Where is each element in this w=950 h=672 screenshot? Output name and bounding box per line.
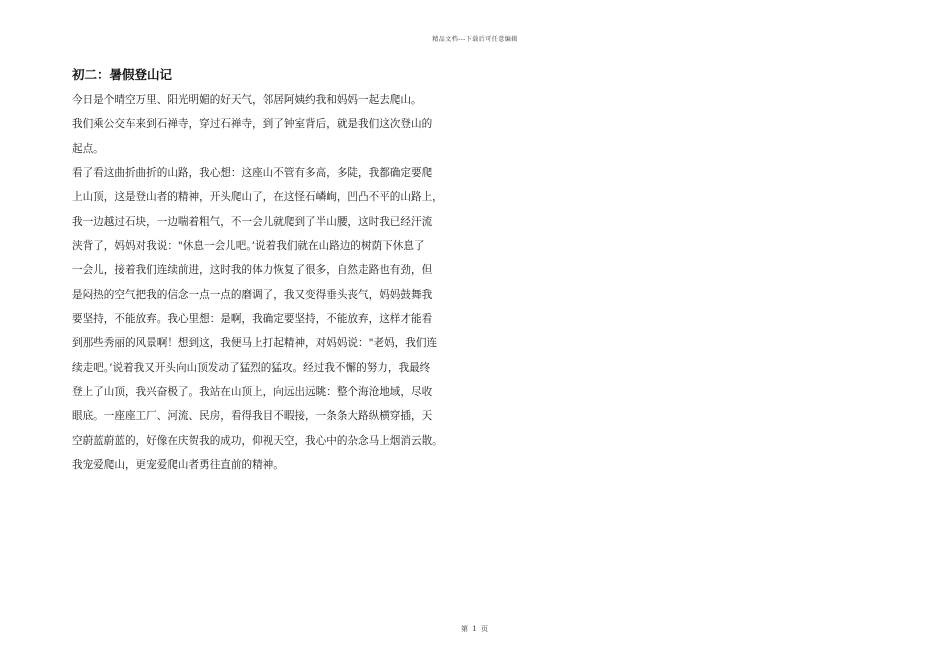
page-number: 第 1 页 — [461, 625, 489, 633]
article-line: 浃背了，妈妈对我说："休息一会儿吧。’说着我们就在山路边的树荫下休息了 — [72, 240, 425, 253]
article-line: 今日是个晴空万里、阳光明媚的好天气，邻居阿姨约我和妈妈一起去爬山。 — [72, 94, 422, 106]
article-line: 我宠爱爬山，更宠爱爬山者勇往直前的精神。 — [72, 459, 284, 472]
article-line: 到那些秀丽的风景啊！想到这，我便马上打起精神，对妈妈说："老妈，我们连 — [72, 337, 438, 350]
article-title: 初二：暑假登山记 — [72, 67, 173, 82]
article-line: 看了看这曲折曲折的山路，我心想：这座山不管有多高，多陡，我都确定要爬 — [72, 167, 433, 180]
article-line: 上山顶，这是登山者的精神，开头爬山了，在这怪石嶙峋，凹凸不平的山路上， — [72, 191, 443, 204]
article-line: 一会儿，接着我们连续前进，这时我的体力恢复了很多，自然走路也有劲，但 — [72, 264, 433, 277]
article-line: 续走吧。’说着我又开头向山顶发动了猛烈的猛攻。经过我不懈的努力，我最终 — [72, 361, 431, 374]
page-header: 精品文档---下载后可任意编辑 — [432, 36, 518, 43]
article-line: 登上了山顶，我兴奋极了。我站在山顶上，向远出远眺：整个海沧地域，尽收 — [72, 386, 433, 399]
article-line: 要坚持，不能放弃。我心里想：是啊，我确定要坚持，不能放弃，这样才能看 — [72, 313, 433, 326]
article-line: 我们乘公交车来到石禅寺，穿过石禅寺，到了钟室背后，就是我们这次登山的 — [72, 118, 433, 131]
article-line: 空蔚蓝蔚蓝的，好像在庆贺我的成功，仰视天空，我心中的杂念马上烟消云散。 — [72, 434, 443, 447]
article-line: 我一边越过石块，一边喘着粗气，不一会儿就爬到了半山腰，这时我已经汗流 — [72, 215, 433, 228]
article-body — [72, 66, 472, 478]
article-line: 眼底。一座座工厂、河流、民房，看得我目不暇接，一条条大路纵横穿插，天 — [72, 410, 433, 423]
article-line: 起点。 — [72, 142, 104, 155]
article-line: 是闷热的空气把我的信念一点一点的磨调了，我又变得垂头丧气，妈妈鼓舞我 — [72, 288, 433, 301]
